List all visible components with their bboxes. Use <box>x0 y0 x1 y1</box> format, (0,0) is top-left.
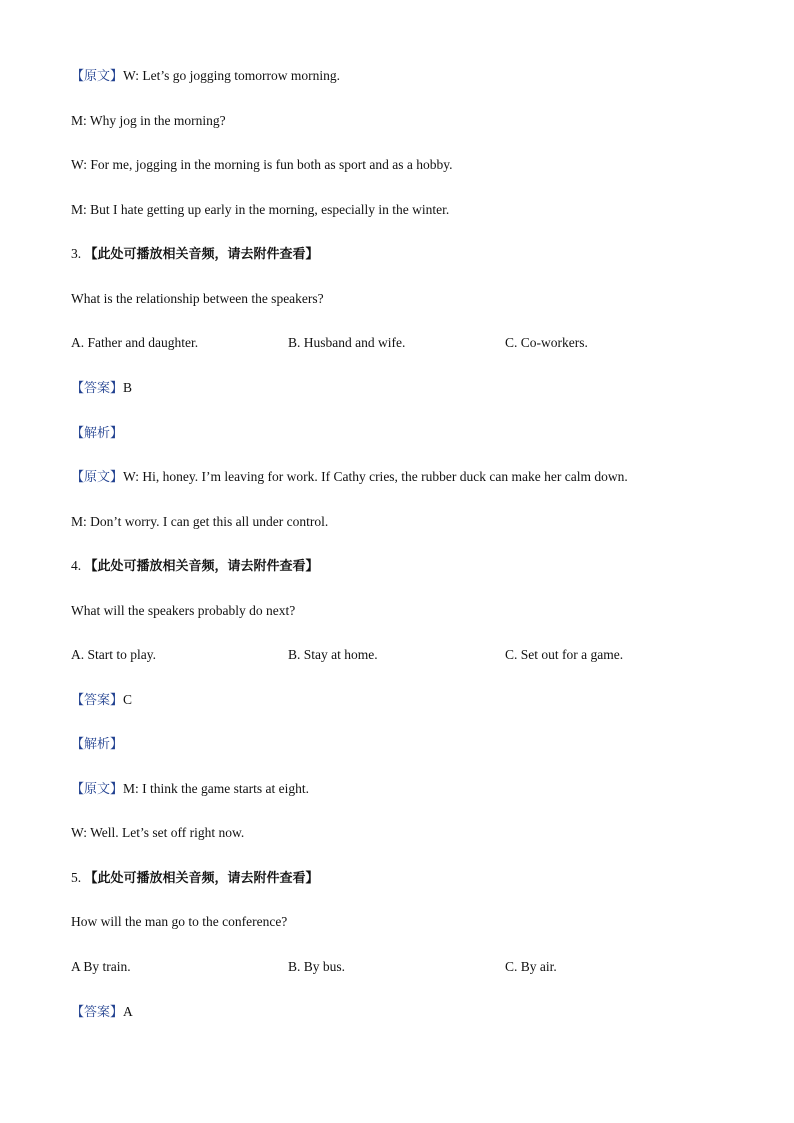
answer-value: B <box>123 380 133 395</box>
question-4-analysis <box>71 735 123 754</box>
transcript-text: W: Hi, honey. I’m leaving for work. If Cathy cries, the rubber duck can make her calm down. <box>123 469 628 484</box>
yuanwen-label: 【原文】 <box>71 782 124 797</box>
question-3-option-a: A. Father and daughter. <box>71 335 199 350</box>
question-5-option-c: C. By air. <box>505 959 557 974</box>
answer-value: A <box>123 1004 133 1019</box>
question-3-text: What is the relationship between the speakers? <box>71 291 324 306</box>
question-3-analysis <box>71 424 123 443</box>
question-number: 4. <box>71 558 85 573</box>
transcript-text: W: Let’s go jogging tomorrow morning. <box>123 68 340 83</box>
question-4-transcript <box>71 780 309 799</box>
question-5-text: How will the man go to the conference? <box>71 914 288 929</box>
transcript-line <box>71 67 340 86</box>
question-number: 5. <box>71 870 85 885</box>
transcript-line: M: Don’t worry. I can get this all under control. <box>71 514 329 529</box>
question-4-option-b: B. Stay at home. <box>288 647 378 662</box>
question-5-answer <box>71 1003 133 1022</box>
answer-label: 【答案】 <box>71 1005 124 1020</box>
question-3-answer <box>71 379 132 398</box>
question-3-option-c: C. Co-workers. <box>505 335 588 350</box>
question-4-option-a: A. Start to play. <box>71 647 156 662</box>
answer-value: C <box>123 692 133 707</box>
question-3-header <box>71 245 319 264</box>
transcript-text: M: I think the game starts at eight. <box>123 781 309 796</box>
question-4-answer <box>71 691 132 710</box>
question-5-header <box>71 869 319 888</box>
question-number: 3. <box>71 246 85 261</box>
transcript-line: W: For me, jogging in the morning is fun both as sport and as a hobby. <box>71 157 453 172</box>
question-3-transcript <box>71 468 628 487</box>
audio-note: 【此处可播放相关音频，请去附件查看】 <box>84 247 319 262</box>
question-4-option-c: C. Set out for a game. <box>505 647 624 662</box>
transcript-line: M: But I hate getting up early in the morning, especially in the winter. <box>71 202 450 217</box>
question-5-option-a: A By train. <box>71 959 131 974</box>
answer-label: 【答案】 <box>71 381 124 396</box>
question-5-option-b: B. By bus. <box>288 959 346 974</box>
question-3-option-b: B. Husband and wife. <box>288 335 406 350</box>
answer-label: 【答案】 <box>71 693 124 708</box>
audio-note: 【此处可播放相关音频，请去附件查看】 <box>84 559 319 574</box>
question-4-text: What will the speakers probably do next? <box>71 603 296 618</box>
yuanwen-label: 【原文】 <box>71 69 124 84</box>
question-4-header <box>71 557 319 576</box>
transcript-line: W: Well. Let’s set off right now. <box>71 825 245 840</box>
transcript-line: M: Why jog in the morning? <box>71 113 226 128</box>
yuanwen-label: 【原文】 <box>71 470 124 485</box>
analysis-label: 【解析】 <box>71 426 124 441</box>
audio-note: 【此处可播放相关音频，请去附件查看】 <box>84 871 319 886</box>
analysis-label: 【解析】 <box>71 737 124 752</box>
